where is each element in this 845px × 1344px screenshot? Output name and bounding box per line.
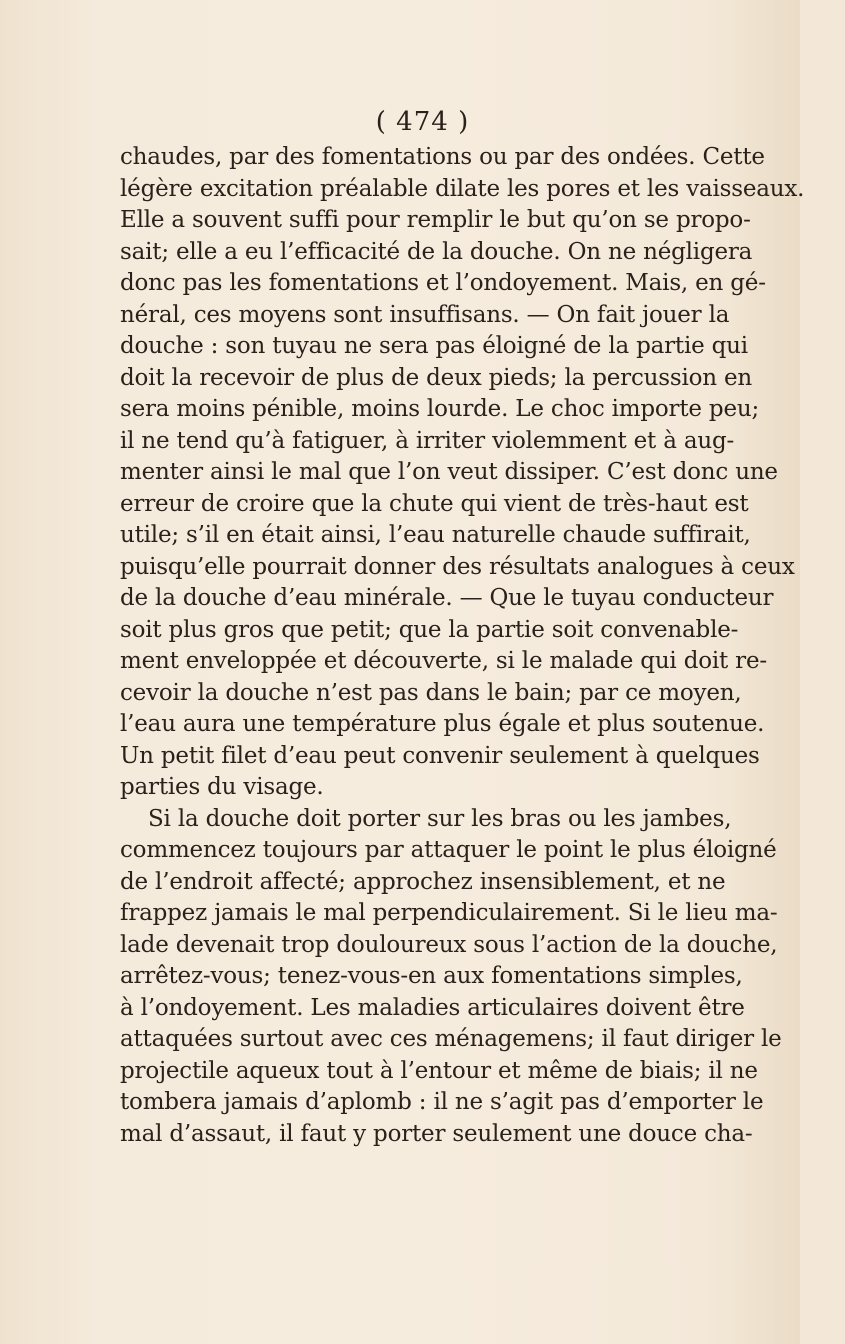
text-line: soit plus gros que petit; que la partie soit convenable- — [120, 616, 739, 643]
text-line: l’eau aura une température plus égale et plus soutenue. — [120, 711, 765, 737]
text-line: cevoir la douche n’est pas dans le bain; par ce moyen, — [120, 679, 742, 706]
body-text — [120, 142, 805, 1150]
text-line: douche : son tuyau ne sera pas éloigné de la partie qui — [120, 333, 748, 359]
text-line: Un petit filet d’eau peut convenir seulement à quelques — [120, 742, 760, 769]
text-line: menter ainsi le mal que l’on veut dissiper. C’est donc une — [120, 459, 778, 485]
text-line: néral, ces moyens sont insuffisans. — On fait jouer la — [120, 301, 730, 328]
text-line: mal d’assaut, il faut y porter seulement une douce cha- — [120, 1120, 753, 1147]
text-line: donc pas les fomentations et l’ondoyement. Mais, en gé- — [120, 270, 766, 296]
text-line: attaquées surtout avec ces ménagemens; il faut diriger le — [120, 1026, 782, 1052]
text-line: frappez jamais le mal perpendiculairement. Si le lieu ma- — [120, 900, 778, 926]
text-line: ment enveloppée et découverte, si le malade qui doit re- — [120, 648, 767, 674]
text-line: arrêtez-vous; tenez-vous-en aux fomentations simples, — [120, 963, 743, 989]
text-line: Elle a souvent suffi pour remplir le but qu’on se propo- — [120, 207, 751, 233]
text-line: de l’endroit affecté; approchez insensiblement, et ne — [120, 868, 726, 895]
text-line: lade devenait trop douloureux sous l’action de la douche, — [120, 931, 778, 958]
text-line: projectile aqueux tout à l’entour et même de biais; il ne — [120, 1057, 758, 1084]
text-line: sera moins pénible, moins lourde. Le choc importe peu; — [120, 396, 760, 422]
paragraph-2 — [120, 804, 782, 1151]
text-line: erreur de croire que la chute qui vient de très-haut est — [120, 490, 749, 517]
text-line: puisqu’elle pourrait donner des résultats analogues à ceux — [120, 553, 795, 580]
text-line: légère excitation préalable dilate les pores et les vaisseaux. — [120, 175, 805, 202]
text-line: doit la recevoir de plus de deux pieds; la percussion en — [120, 364, 753, 391]
text-line: sait; elle a eu l’efficacité de la douche. On ne négligera — [120, 238, 753, 265]
paragraph-1 — [120, 142, 805, 804]
text-line: parties du visage. — [120, 774, 324, 800]
text-line: tombera jamais d’aplomb : il ne s’agit pas d’emporter le — [120, 1089, 764, 1115]
text-line: Si la douche doit porter sur les bras ou les jambes, — [148, 805, 732, 832]
text-line: de la douche d’eau minérale. — Que le tuyau conducteur — [120, 585, 774, 611]
text-line: utile; s’il en était ainsi, l’eau naturelle chaude suffirait, — [120, 522, 751, 548]
text-line: chaudes, par des fomentations ou par des ondées. Cette — [120, 144, 765, 170]
page-number: ( 474 ) — [375, 107, 470, 137]
text-line: il ne tend qu’à fatiguer, à irriter violemment et à aug- — [120, 427, 735, 454]
text-line: à l’ondoyement. Les maladies articulaires doivent être — [120, 994, 745, 1021]
text-line: commencez toujours par attaquer le point le plus éloigné — [120, 837, 777, 863]
